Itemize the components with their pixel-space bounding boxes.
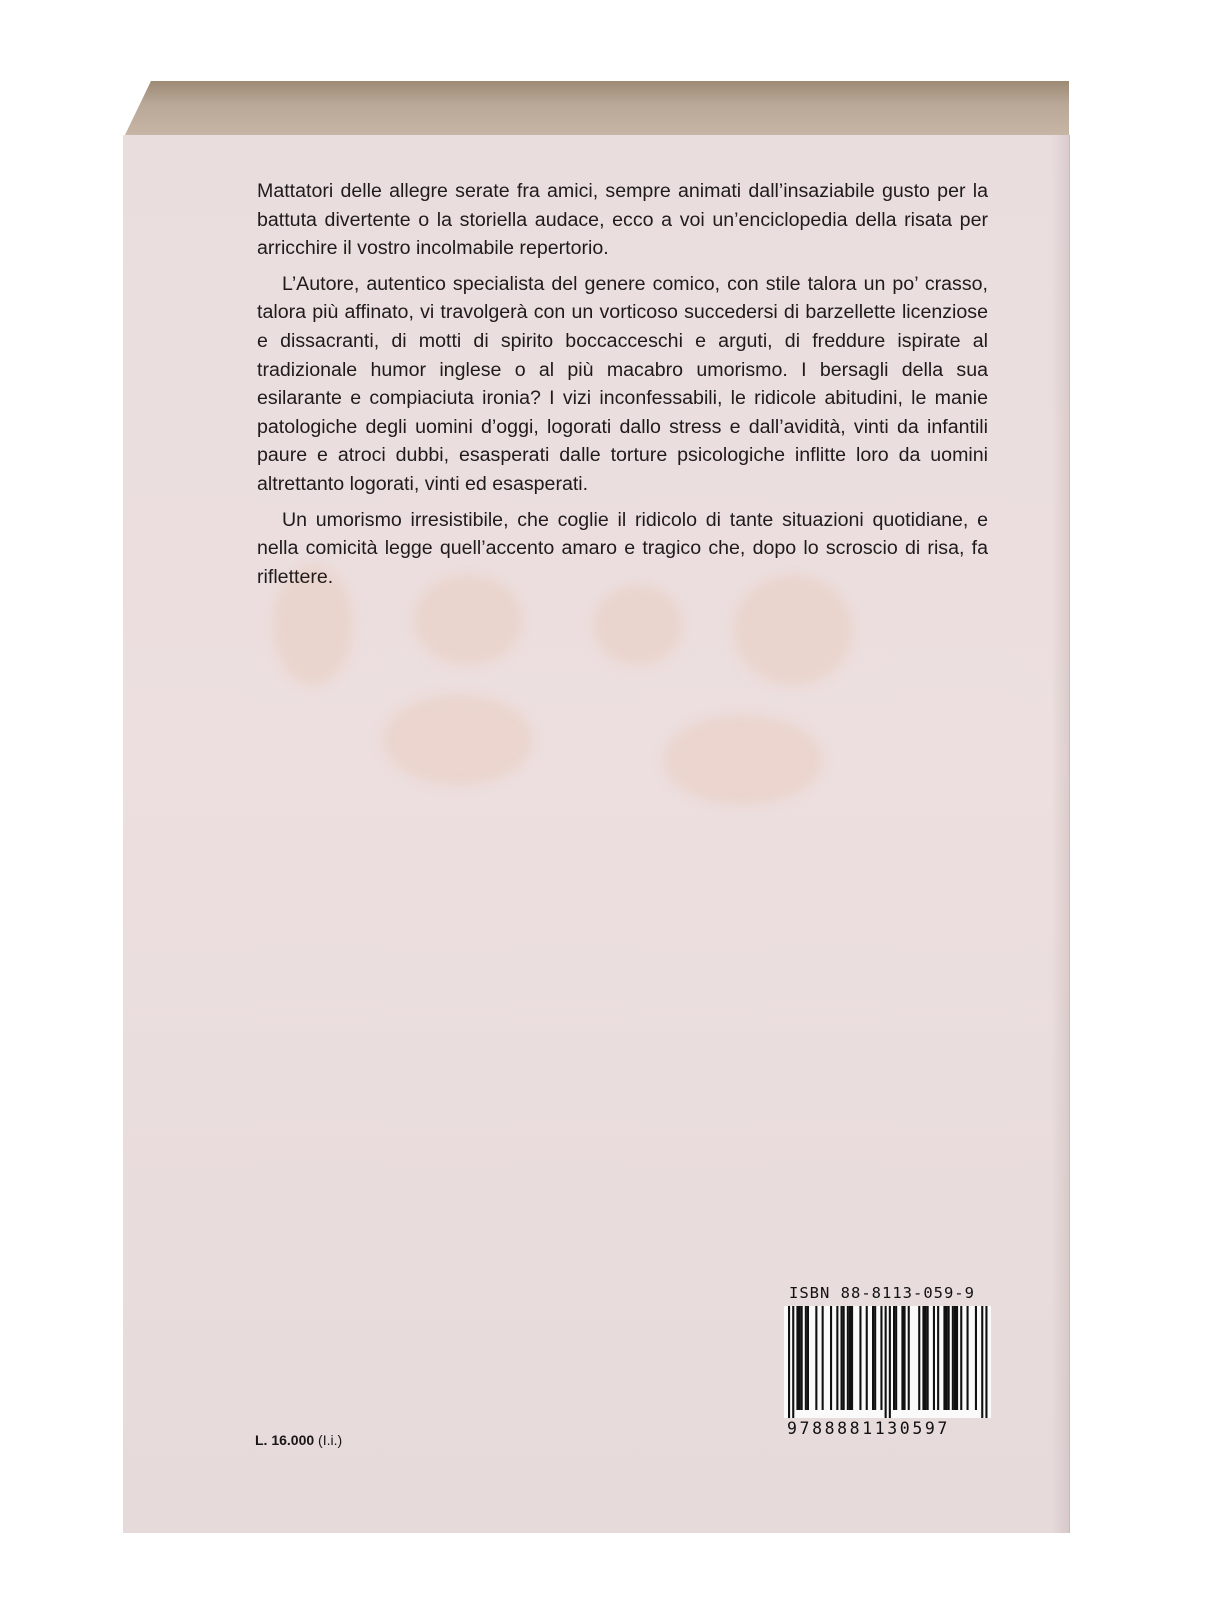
barcode-bar	[904, 1306, 906, 1410]
barcode-bar	[952, 1306, 954, 1410]
barcode-bar	[847, 1306, 849, 1410]
book-top-edge	[123, 81, 1069, 139]
barcode-bar	[908, 1306, 910, 1410]
price-note: (I.i.)	[318, 1432, 343, 1448]
barcode-bar	[880, 1306, 882, 1410]
barcode-bar	[822, 1306, 824, 1410]
barcode-bar	[933, 1306, 935, 1410]
barcode-bar	[937, 1306, 939, 1410]
barcode-bar	[851, 1306, 853, 1410]
barcode-bar	[954, 1306, 956, 1410]
barcode-bar	[981, 1306, 983, 1418]
barcode-bar	[943, 1306, 945, 1410]
barcode-bar	[843, 1306, 845, 1410]
barcode-bar	[859, 1306, 861, 1410]
isbn-label: ISBN 88-8113-059-9	[789, 1284, 975, 1302]
barcode-digits: 9788881130597	[787, 1419, 950, 1438]
cover-stain	[663, 715, 823, 805]
barcode-bar	[830, 1306, 832, 1410]
barcode-bar	[788, 1306, 790, 1418]
barcode-bar	[836, 1306, 838, 1410]
barcode-bar	[967, 1306, 969, 1410]
barcode-bar	[796, 1306, 798, 1410]
barcode-bar	[889, 1306, 891, 1418]
barcode-bar	[792, 1306, 794, 1418]
back-cover-blurb	[257, 177, 988, 591]
blurb-paragraph-3: Un umorismo irresistibile, che coglie il ridicolo di tante situazioni quotidiane, e nella comicità legge quell’accento amaro e tragico che, dopo lo scroscio di risa, fa riflettere.	[257, 508, 988, 588]
barcode-bar	[874, 1306, 876, 1410]
barcode-bar	[866, 1306, 868, 1410]
barcode-bar	[922, 1306, 924, 1410]
barcode-bar	[925, 1306, 927, 1410]
barcode-bar	[805, 1306, 807, 1410]
barcode-bar	[975, 1306, 977, 1410]
blurb-paragraph-2: L’Autore, autentico specialista del genere comico, con stile talora un po’ crasso, talora più affinato, vi travolgerà con un vorticoso succedersi di barzellette licenziose e dissacranti, di motti di spirito boccacceschi e arguti, di freddure ispirate al tradizionale humor inglese o al più macabro umorismo. I bersagli della sua esilarante e compiaciuta ironia? I vizi inconfessabili, le ridicole abitudini, le manie patologiche degli uomini d’oggi, logorati dallo stress e dall’avidità, vinti da infantili paure e atroci dubbi, esasperati dalle torture psicologiche inflitte loro da uomini altrettanto logorati, vinti ed esasperati.	[257, 272, 988, 495]
barcode-bar	[901, 1306, 903, 1410]
barcode	[784, 1306, 991, 1418]
barcode-bar	[946, 1306, 948, 1410]
cover-stain	[383, 695, 533, 785]
barcode-bar	[893, 1306, 895, 1410]
barcode-bar	[918, 1306, 920, 1410]
price-label	[255, 1432, 342, 1448]
blurb-paragraph-1: Mattatori delle allegre serate fra amici, sempre animati dall’insaziabile gusto per la battuta divertente o la storiella audace, ecco a voi un’enciclopedia della risata per arricchire il vostro incolmabile repertorio.	[257, 180, 988, 260]
barcode-bar	[948, 1306, 950, 1410]
barcode-bar	[985, 1306, 987, 1418]
barcode-bar	[872, 1306, 874, 1410]
barcode-bar	[956, 1306, 958, 1410]
barcode-bar	[885, 1306, 887, 1418]
barcode-bar	[801, 1306, 803, 1410]
barcode-bars	[784, 1306, 991, 1418]
barcode-bar	[799, 1306, 801, 1410]
barcode-bar	[849, 1306, 851, 1410]
barcode-bar	[927, 1306, 929, 1410]
barcode-bar	[841, 1306, 843, 1410]
barcode-bar	[815, 1306, 817, 1410]
cover-stain	[733, 575, 853, 685]
barcode-bar	[960, 1306, 962, 1410]
barcode-bar	[895, 1306, 897, 1410]
barcode-bar	[807, 1306, 809, 1410]
price-amount: L. 16.000	[255, 1432, 315, 1448]
cover-stain	[593, 585, 683, 665]
